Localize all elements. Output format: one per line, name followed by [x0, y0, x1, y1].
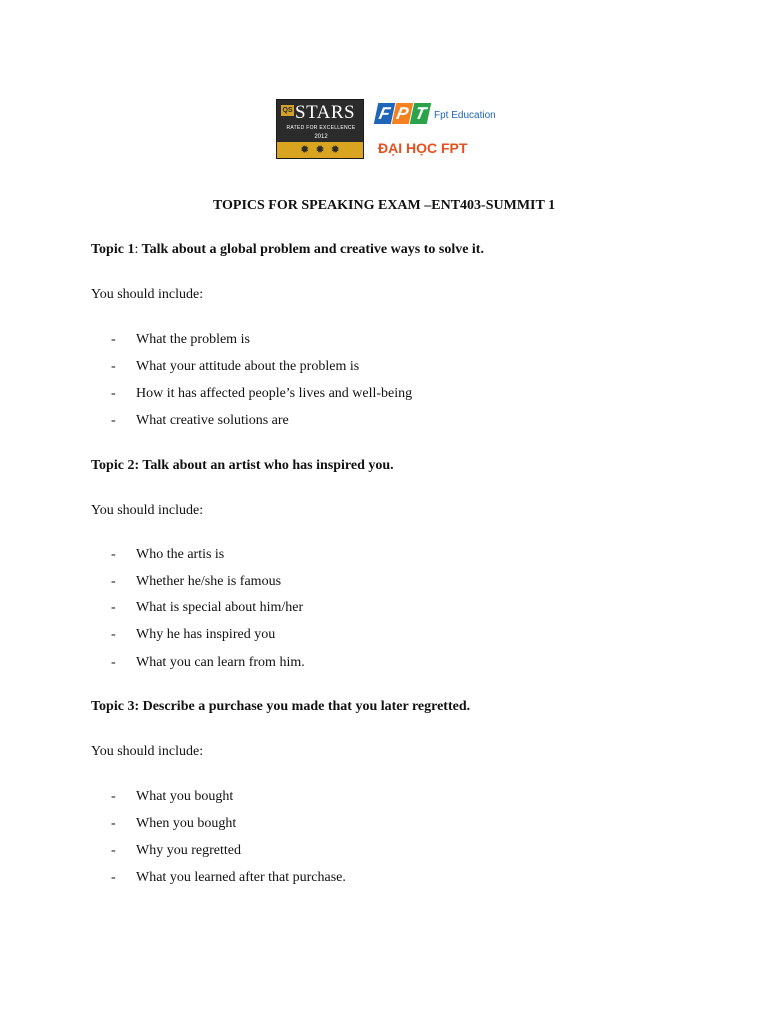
stars-wordmark: STARS	[295, 102, 356, 123]
list-item	[111, 573, 281, 590]
bullet-dash: -	[111, 547, 116, 562]
fpt-tile-t: T	[410, 103, 431, 124]
topic-2-heading: Topic 2: Talk about an artist who has inspired you.	[91, 458, 394, 473]
list-item-text: How it has affected people’s lives and well-being	[136, 386, 413, 401]
fpt-letter-tiles	[376, 103, 429, 124]
star-icon: ✹	[330, 144, 340, 156]
bullet-dash: -	[111, 332, 116, 347]
topic-1-label: Topic 1	[91, 242, 135, 257]
bullet-dash: -	[111, 870, 116, 885]
list-item-text: When you bought	[136, 816, 237, 831]
stars-rating-band	[277, 142, 363, 158]
qs-stars-logo	[276, 99, 364, 159]
star-icon: ✹	[315, 144, 325, 156]
bullet-dash: -	[111, 600, 116, 615]
stars-year: 2012	[314, 134, 328, 140]
list-item-text: Why he has inspired you	[136, 627, 276, 642]
bullet-dash: -	[111, 359, 116, 374]
fpt-education-text: Fpt Education	[434, 110, 496, 121]
bullet-dash: -	[111, 655, 116, 670]
list-item	[111, 412, 289, 429]
list-item-text: What you bought	[136, 789, 234, 804]
list-item	[111, 358, 359, 375]
list-item	[111, 626, 275, 643]
header-logos	[276, 99, 496, 161]
topic-1-heading	[91, 241, 484, 258]
topic-2-include-label: You should include:	[91, 503, 204, 518]
fpt-tile-f: F	[374, 103, 395, 124]
topic-1-separator: :	[134, 242, 139, 257]
bullet-dash: -	[111, 816, 116, 831]
list-item-text: What creative solutions are	[136, 413, 289, 428]
bullet-dash: -	[111, 843, 116, 858]
bullet-dash: -	[111, 413, 116, 428]
star-icon: ✹	[300, 144, 310, 156]
list-item-text: Whether he/she is famous	[136, 574, 282, 589]
list-item-text: What is special about him/her	[136, 600, 304, 615]
document-title: TOPICS FOR SPEAKING EXAM –ENT403-SUMMIT 1	[212, 198, 556, 213]
list-item	[111, 788, 233, 805]
bullet-dash: -	[111, 627, 116, 642]
list-item	[111, 599, 303, 616]
list-item	[111, 385, 412, 402]
list-item	[111, 654, 305, 671]
list-item-text: What the problem is	[136, 332, 250, 347]
list-item-text: What your attitude about the problem is	[136, 359, 360, 374]
bullet-dash: -	[111, 386, 116, 401]
list-item	[111, 546, 224, 563]
list-item-text: What you learned after that purchase.	[136, 870, 346, 885]
fpt-university-text: ĐẠI HỌC FPT	[378, 140, 468, 156]
list-item	[111, 815, 236, 832]
fpt-education-logo	[376, 99, 496, 159]
qs-mark: QS	[282, 107, 293, 114]
bullet-dash: -	[111, 574, 116, 589]
bullet-dash: -	[111, 789, 116, 804]
list-item-text: What you can learn from him.	[136, 655, 305, 670]
topic-3-include-label: You should include:	[91, 744, 204, 759]
list-item	[111, 331, 250, 348]
fpt-tile-p: P	[392, 103, 413, 124]
topic-1-text: Talk about a global problem and creative ways to solve it.	[138, 242, 484, 257]
list-item-text: Why you regretted	[136, 843, 241, 858]
topic-1-include-label: You should include:	[91, 287, 204, 302]
topic-3-heading: Topic 3: Describe a purchase you made that you later regretted.	[91, 699, 471, 714]
list-item	[111, 842, 241, 859]
list-item	[111, 869, 346, 886]
list-item-text: Who the artis is	[136, 547, 225, 562]
stars-tagline: RATED FOR EXCELLENCE	[286, 125, 356, 131]
